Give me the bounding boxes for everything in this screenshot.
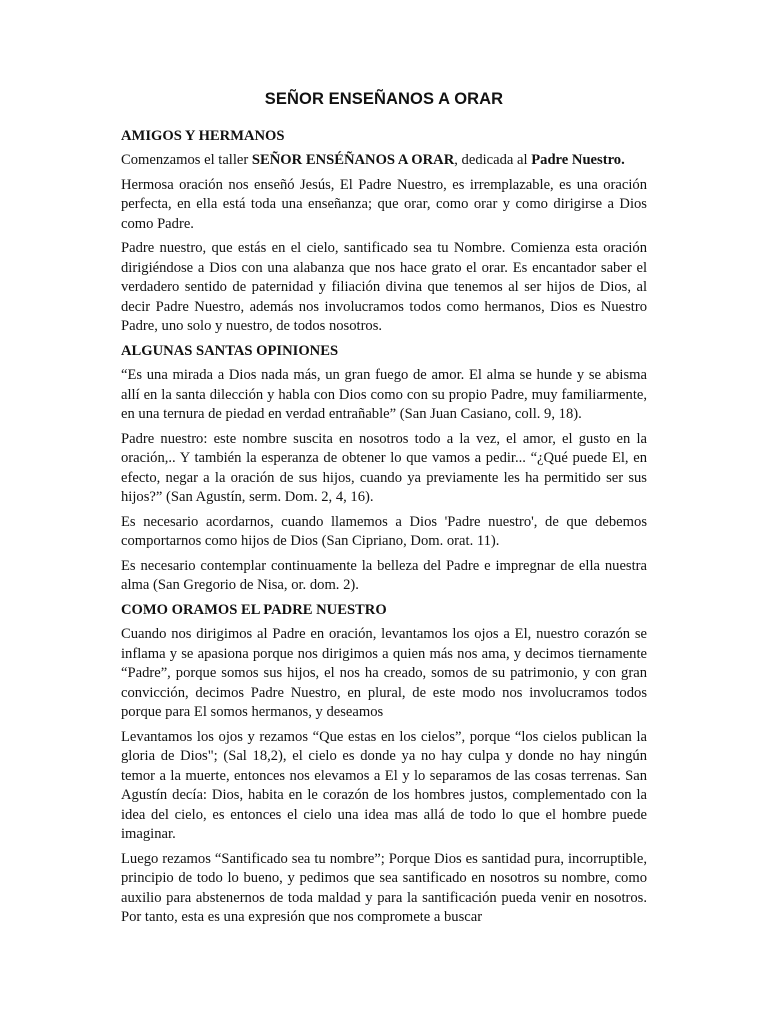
- intro-text-b: SEÑOR ENSÉÑANOS A ORAR: [251, 152, 455, 168]
- paragraph-como-3: Luego rezamos “Santificado sea tu nombre”; Porque Dios es santidad pura, incorruptible, principio de todo lo bueno, y pedimos que sea santificado en nosotros su nombre, como auxilio para abstenernos de toda maldad y para la santificación pueda venir en nosotros. Por tanto, esta es una expresión que nos compromete a buscar: [121, 850, 647, 925]
- intro-paragraph: [121, 151, 647, 171]
- heading-amigos: AMIGOS Y HERMANOS: [121, 127, 285, 144]
- intro-text-a: Comenzamos el taller: [121, 152, 252, 168]
- paragraph-amigos-2: Padre nuestro, que estás en el cielo, santificado sea tu Nombre. Comienza esta oración dirigiéndose a Dios con una alabanza que nos hace grato el orar. Es encantador saber el verdadero sentido de paternidad y filiación divina que tenemos al ser hijos de Dios, al decir Padre Nuestro, además nos involucramos todos como hermanos, Dios es Nuestro Padre, uno solo y nuestro, de todos nosotros.: [121, 240, 647, 334]
- paragraph-opiniones-4: Es necesario contemplar continuamente la belleza del Padre e impregnar de ella nuestra alma (San Gregorio de Nisa, or. dom. 2).: [121, 557, 647, 593]
- paragraph-como-1: Cuando nos dirigimos al Padre en oración, levantamos los ojos a El, nuestro corazón se inflama y se apasiona porque nos dirigimos a quien más nos ama, y decimos tiernamente “Padre”, porque somos sus hijos, el nos ha creado, somos de su patrimonio, y con gran convicción, decimos Padre Nuestro, en plural, de este modo nos involucramos todos porque para El somos hermanos, y deseamos: [121, 626, 647, 720]
- heading-opiniones: ALGUNAS SANTAS OPINIONES: [121, 342, 339, 359]
- document-title: SEÑOR ENSEÑANOS A ORAR: [264, 90, 504, 108]
- paragraph-como-2: Levantamos los ojos y rezamos “Que estas en los cielos”, porque “los cielos publican la gloria de Dios"; (Sal 18,2), el cielo es donde ya no hay culpa y donde no hay ningún temor a la muerte, entonces nos elevamos a El y lo separamos de las cosas terrenas. San Agustín decía: Dios, habita en le corazón de los hombres justos, complementado con la idea del cielo, es entonces el cielo una idea mas allá de todo lo que el hombre puede imaginar.: [121, 728, 647, 842]
- paragraph-opiniones-3: Es necesario acordarnos, cuando llamemos a Dios 'Padre nuestro', de que debemos comportarnos como hijos de Dios (San Cipriano, Dom. orat. 11).: [121, 513, 647, 549]
- intro-text-c: , dedicada al: [454, 152, 532, 168]
- paragraph-opiniones-1: “Es una mirada a Dios nada más, un gran fuego de amor. El alma se hunde y se abisma allí en la santa dilección y habla con Dios como con su propio Padre, muy familiarmente, en una ternura de piedad en verdad entrañable” (San Juan Casiano, coll. 9, 18).: [121, 367, 647, 422]
- heading-como: COMO ORAMOS EL PADRE NUESTRO: [121, 601, 387, 618]
- intro-text-d: Padre Nuestro.: [531, 152, 625, 168]
- paragraph-amigos-1: Hermosa oración nos enseñó Jesús, El Padre Nuestro, es irremplazable, es una oración perfecta, en ella está toda una enseñanza; que orar, como orar y como dirigirse a Dios como Padre.: [121, 176, 647, 232]
- paragraph-opiniones-2: Padre nuestro: este nombre suscita en nosotros todo a la vez, el amor, el gusto en la oración,.. Y también la esperanza de obtener lo que vamos a pedir... “¿Qué puede El, en efecto, negar a la oración de sus hijos, cuando ya previamente les ha permitido ser sus hijos?” (San Agustín, serm. Dom. 2, 4, 16).: [121, 430, 647, 505]
